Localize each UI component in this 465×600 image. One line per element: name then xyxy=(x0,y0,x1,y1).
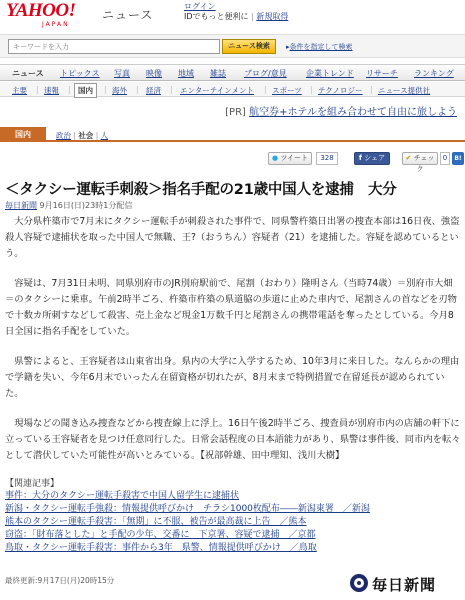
related-link[interactable]: 新潟・タクシー運転手強殺：情報提供呼びかけ チラシ1000枚配布――新潟東署 ／新潟 xyxy=(5,504,370,514)
sub-nav-domestic[interactable]: 国内 xyxy=(74,83,97,98)
facebook-share-button[interactable]: f シェア xyxy=(354,152,390,165)
article-paragraph: 現場などの聞き込み捜査などから捜査線上に浮上。16日午後2時半ごろ、捜査員が別府市内の店舗の軒下に立っている王容疑者を見つけ任意同行した。日常会話程度の日本語能力があり、県警は事件後、同市内を転々として潜伏していた可能性が高いとみている。【祝部幹雄、田中理知、浅川大樹】 xyxy=(5,418,461,461)
login-box: ログイン IDでもっと便利に | 新規取得 xyxy=(184,2,289,21)
pr-link[interactable]: 航空券+ホテルを組み合わせて自由に旅しよう xyxy=(249,107,457,118)
search-input[interactable] xyxy=(8,39,220,54)
check-icon: ✔ xyxy=(405,154,412,162)
header xyxy=(0,0,465,32)
tweet-button[interactable]: ● ツイート xyxy=(268,152,312,165)
sub-nav: 主要 | 速報 | 国内 | 海外 | 経済 | エンターテインメント | スポーツ | テクノロジー | ニュース提供社 xyxy=(0,82,465,97)
twitter-bird-icon: ● xyxy=(272,154,279,162)
sub-nav-economy[interactable]: 経済 xyxy=(146,86,161,95)
tweet-count: 328 xyxy=(316,152,338,165)
yahoo-japan-logo[interactable] xyxy=(6,2,102,30)
article-body xyxy=(5,214,461,478)
article-paragraph: 容疑は、7月31日未明、同県別府市のJR別府駅前で、尾割（おわり）隆明さん（当時74歳）＝別府市大畑＝のタクシーに乗車。午前2時半ごろ、杵築市杵築の県道脇の歩道に止めた車内で、尾割さんの首などを刃物で十数カ所刺すなどして殺害、売上金など現金1万数千円と尾割さんの携帯電話を奪ったとしている。今月8日全国に指名手配をしていた。 xyxy=(5,278,457,337)
login-note: IDでもっと便利に xyxy=(184,12,249,21)
logo-sub: JAPAN xyxy=(42,21,70,28)
article-paragraph: 大分県杵築市で7月末にタクシー運転手が刺殺された事件で、同県警杵築日出署の捜査本部は16日夜、強盗殺人容疑で逮捕状を取った中国人で無職、王?（おうちん）容疑者（21）を逮捕した。容疑を認めているという。 xyxy=(5,216,460,259)
sub-nav-entertainment[interactable]: エンターテインメント xyxy=(180,86,254,95)
search-bar xyxy=(0,34,465,58)
social-share-bar xyxy=(0,152,465,173)
article-paragraph: 県警によると、王容疑者は山東省出身。県内の大学に入学するため、10年3月に来日した。なんらかの理由で学籍を失い、今年6月末でいったん在留資格が切れたが、8月末まで特例措置で在留延長が認められていた。 xyxy=(5,356,460,399)
pr-tag: [PR] xyxy=(225,107,246,118)
nav-tab-trends[interactable]: 企業トレンド xyxy=(306,69,354,78)
nav-tab-magazines[interactable]: 雑誌 xyxy=(210,69,226,78)
mixi-check-button[interactable]: ✔ チェック xyxy=(402,152,438,165)
category-politics-link[interactable]: 政治 xyxy=(56,131,71,140)
article-datetime: 9月16日(日)23時1分配信 xyxy=(39,201,133,210)
article-title: ＜タクシー運転手刺殺＞指名手配の21歳中国人を逮捕 大分 xyxy=(5,182,397,198)
category-bar xyxy=(0,127,465,142)
related-link[interactable]: 事件：大分のタクシー運転手殺害で中国人留学生に逮捕状 xyxy=(5,491,240,501)
category-links: 政治 | 社会 | 人 xyxy=(56,131,109,140)
sub-nav-breaking[interactable]: 速報 xyxy=(44,86,59,95)
login-link[interactable]: ログイン xyxy=(184,2,216,11)
logo-wordmark: YAHOO! xyxy=(6,0,76,21)
facebook-icon: f xyxy=(358,154,362,162)
related-articles xyxy=(5,478,461,555)
pr-ad xyxy=(225,103,457,118)
article-byline xyxy=(5,200,132,211)
publisher-name: 毎日新聞 xyxy=(372,578,437,594)
mainichi-mark-icon xyxy=(350,574,368,592)
mainichi-publisher-logo[interactable] xyxy=(350,573,462,595)
nav-tab-topics[interactable]: トピックス xyxy=(60,69,100,78)
service-name[interactable]: ニュース xyxy=(102,8,154,22)
category-tag[interactable]: 国内 xyxy=(0,127,46,142)
sub-nav-sports[interactable]: スポーツ xyxy=(272,86,302,95)
advanced-search-link[interactable]: ▸条件を指定して検索 xyxy=(286,43,353,51)
nav-tab-blogs[interactable]: ブログ/意見 xyxy=(244,69,287,78)
nav-tab-photos[interactable]: 写真 xyxy=(114,69,130,78)
related-link[interactable]: 熊本のタクシー運転手殺害：「無期」に不服、被告が最高裁に上告 ／熊本 xyxy=(5,517,307,527)
related-title: 【関連記事】 xyxy=(5,479,60,489)
sub-nav-providers[interactable]: ニュース提供社 xyxy=(378,86,431,95)
check-count: 0 xyxy=(440,152,450,165)
related-link[interactable]: 鳥取・タクシー運転手殺害：事件から3年 県警、情報提供呼びかけ ／鳥取 xyxy=(5,543,317,553)
nav-tab-research[interactable]: リサーチ xyxy=(366,69,398,78)
nav-tab-local[interactable]: 地域 xyxy=(178,69,194,78)
category-society-current: 社会 xyxy=(78,131,94,140)
nav-tab-ranking[interactable]: ランキング xyxy=(414,69,454,78)
nav-tab-news[interactable]: ニュース xyxy=(12,69,44,78)
sub-nav-main[interactable]: 主要 xyxy=(12,86,27,95)
source-link[interactable]: 毎日新聞 xyxy=(5,201,37,210)
sub-nav-international[interactable]: 海外 xyxy=(112,86,127,95)
last-updated: 最終更新:9月17日(月)20時15分 xyxy=(5,576,115,585)
nav-tab-video[interactable]: 映像 xyxy=(146,69,162,78)
hatena-bookmark-button[interactable]: B! xyxy=(452,152,464,165)
news-search-button[interactable]: ニュース検索 xyxy=(222,39,276,54)
related-link[interactable]: 窃盗：「財布落とした」と手配の少年、交番に 下京署、容疑で逮捕 ／京都 xyxy=(5,530,316,540)
register-link[interactable]: 新規取得 xyxy=(256,12,289,21)
sub-nav-technology[interactable]: テクノロジー xyxy=(318,86,363,95)
category-people-link[interactable]: 人 xyxy=(100,131,109,140)
main-nav xyxy=(0,64,465,81)
